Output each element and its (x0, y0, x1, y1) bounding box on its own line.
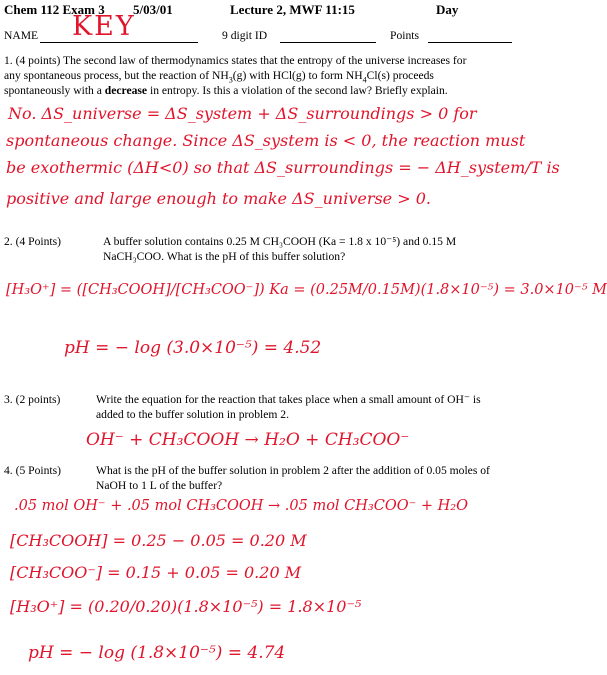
q4-label: 4. (5 Points) (4, 464, 62, 477)
q2-label: 2. (4 Points) (4, 235, 62, 248)
q2-answer-line2: pH = − log (3.0×10⁻⁵) = 4.52 (64, 338, 322, 358)
q1-text-line3: spontaneously with a decrease in entropy. Is this a violation of the second law? Briefly explain. (4, 84, 448, 97)
q2-text-line2: NaCH₃COO. What is the pH of this buffer solution? (103, 250, 346, 263)
points-line (428, 42, 512, 43)
name-key-handwritten: KEY (72, 11, 136, 42)
q4-answer-line2: [CH₃COOH] = 0.25 − 0.05 = 0.20 M (10, 531, 307, 550)
course-title: Chem 112 Exam 3 (4, 2, 105, 17)
q4-answer-line3: [CH₃COO⁻] = 0.15 + 0.05 = 0.20 M (10, 563, 302, 582)
session-label: Day (436, 2, 459, 17)
q1-answer-line2: spontaneous change. Since ΔS_system is < 0, the reaction must (6, 131, 526, 150)
id-label: 9 digit ID (222, 29, 268, 42)
q4-answer-line5: pH = − log (1.8×10⁻⁵) = 4.74 (28, 643, 286, 663)
points-label: Points (390, 29, 419, 42)
name-label: NAME (4, 29, 39, 42)
q4-answer-line1: .05 mol OH⁻ + .05 mol CH₃COOH → .05 mol CH₃COO⁻ + H₂O (14, 498, 468, 514)
q1-answer-line3: be exothermic (ΔH<0) so that ΔS_surroundings = − ΔH_system/T is (6, 158, 560, 177)
q4-text-line2: NaOH to 1 L of the buffer? (96, 479, 223, 492)
name-line (40, 42, 198, 43)
q2-text-line1: A buffer solution contains 0.25 M CH₃COOH (Ka = 1.8 x 10⁻⁵) and 0.15 M (103, 235, 457, 248)
q4-text-line1: What is the pH of the buffer solution in problem 2 after the addition of 0.05 moles of (96, 464, 490, 477)
q1-text-line1: 1. (4 points) The second law of thermodynamics states that the entropy of the universe increases for (4, 54, 467, 67)
q3-label: 3. (2 points) (4, 393, 61, 406)
exam-date: 5/03/01 (133, 2, 173, 17)
q4-answer-line4: [H₃O⁺] = (0.20/0.20)(1.8×10⁻⁵) = 1.8×10⁻⁵ (10, 597, 362, 616)
id-line (280, 42, 376, 43)
q3-text-line2: added to the buffer solution in problem 2. (96, 408, 289, 421)
q1-answer-line4: positive and large enough to make ΔS_universe > 0. (6, 189, 431, 208)
q1-answer-line1: No. ΔS_universe = ΔS_system + ΔS_surroundings > 0 for (8, 104, 477, 123)
q3-answer: OH⁻ + CH₃COOH → H₂O + CH₃COO⁻ (86, 430, 410, 450)
q1-text-line2: any spontaneous process, but the reaction of $NH_3(g)$ with HCl(g) to form $NH_4Cl(s)$ proceeds (4, 69, 434, 85)
q2-answer-line1: [H₃O⁺] = ([CH₃COOH]/[CH₃COO⁻]) Ka = (0.25M/0.15M)(1.8×10⁻⁵) = 3.0×10⁻⁵ M (6, 282, 607, 298)
q3-text-line1: Write the equation for the reaction that takes place when a small amount of OH⁻ is (96, 393, 481, 406)
lecture-info: Lecture 2, MWF 11:15 (230, 2, 355, 17)
